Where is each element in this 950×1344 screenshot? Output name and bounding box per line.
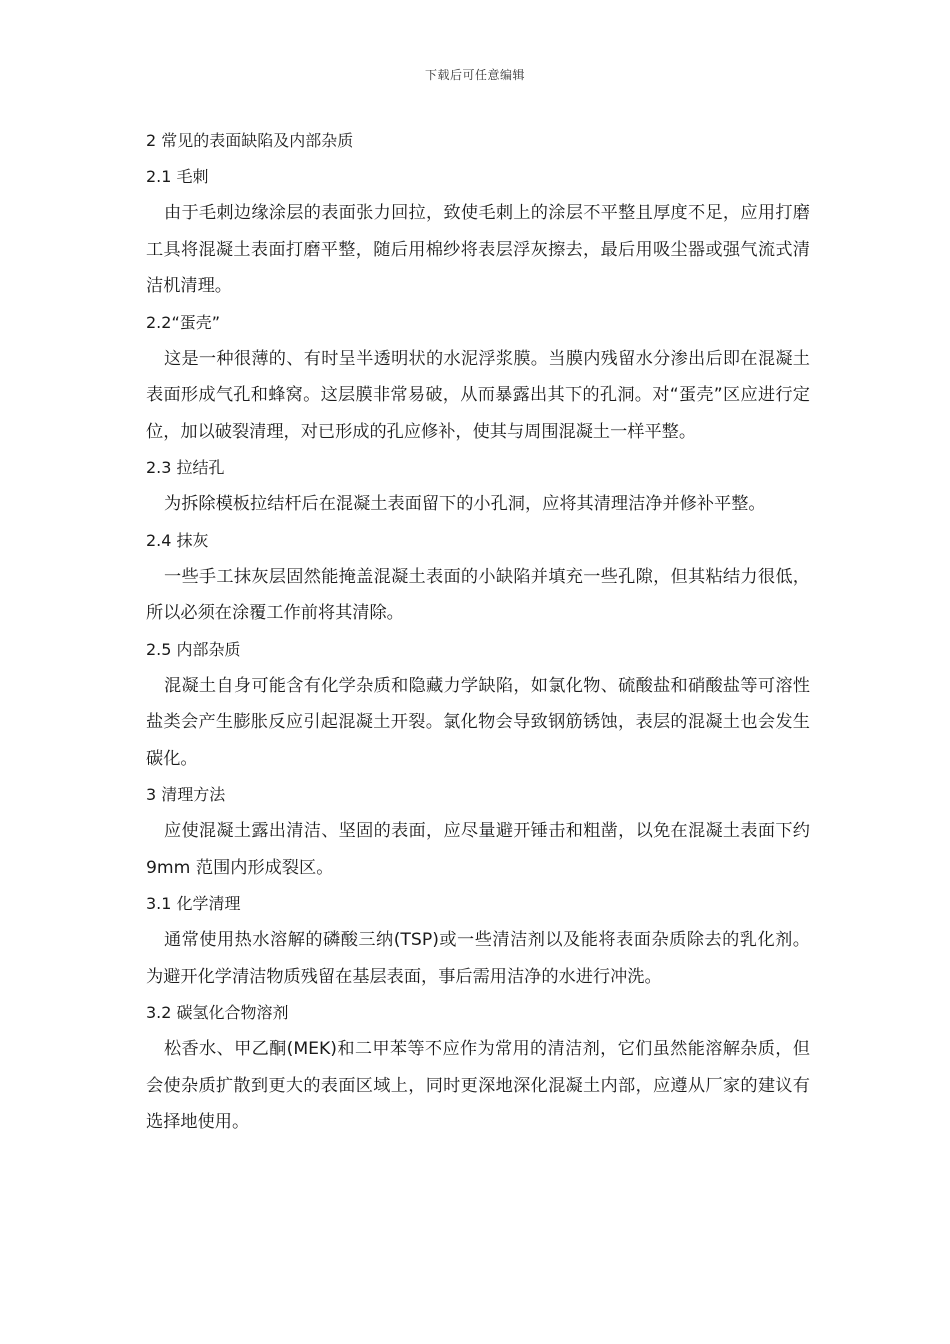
paragraph: 混凝土自身可能含有化学杂质和隐藏力学缺陷，如氯化物、硫酸盐和硝酸盐等可溶性盐类会产生膨胀反应引起混凝土开裂。氯化物会导致钢筋锈蚀，表层的混凝土也会发生碳化。 <box>146 675 810 769</box>
paragraph: 通常使用热水溶解的磷酸三纳(TSP)或一些清洁剂以及能将表面杂质除去的乳化剂。为避开化学清洁物质残留在基层表面，事后需用洁净的水进行冲洗。 <box>146 930 810 987</box>
section-heading: 3 清理方法 <box>146 785 226 804</box>
subsection-heading: 2.5 内部杂质 <box>146 639 241 659</box>
paragraph: 这是一种很薄的、有时呈半透明状的水泥浮浆膜。当膜内残留水分渗出后即在混凝土表面形成气孔和蜂窝。这层膜非常易破，从而暴露出其下的孔洞。对“蛋壳”区应进行定位，加以破裂清理，对已形成的孔应修补，使其与周围混凝土一样平整。 <box>146 348 810 442</box>
subsection-heading: 3.2 碳氢化合物溶剂 <box>146 1003 289 1022</box>
section-heading: 2 常见的表面缺陷及内部杂质 <box>146 131 354 150</box>
paragraph: 由于毛刺边缘涂层的表面张力回拉，致使毛刺上的涂层不平整且厚度不足，应用打磨工具将混凝土表面打磨平整，随后用棉纱将表层浮灰擦去，最后用吸尘器或强气流式清洁机清理。 <box>146 203 810 296</box>
paragraph: 一些手工抹灰层固然能掩盖混凝土表面的小缺陷并填充一些孔隙，但其粘结力很低，所以必须在涂覆工作前将其清除。 <box>146 566 810 623</box>
subsection-heading: 2.2“蛋壳” <box>146 312 221 332</box>
subsection-heading: 2.1 毛刺 <box>146 167 209 186</box>
paragraph: 松香水、甲乙酮(MEK)和二甲苯等不应作为常用的清洁剂，它们虽然能溶解杂质，但会使杂质扩散到更大的表面区域上，同时更深地深化混凝土内部，应遵从厂家的建议有选择地使用。 <box>146 1039 810 1132</box>
subsection-heading: 2.3 拉结孔 <box>146 458 225 477</box>
subsection-heading: 2.4 抹灰 <box>146 530 209 550</box>
paragraph: 应使混凝土露出清洁、坚固的表面，应尽量避开锤击和粗凿，以免在混凝土表面下约 9mm 范围内形成裂区。 <box>146 821 810 878</box>
page-header: 下载后可任意编辑 <box>424 68 525 82</box>
paragraph: 为拆除模板拉结杆后在混凝土表面留下的小孔洞，应将其清理洁净并修补平整。 <box>164 494 766 514</box>
subsection-heading: 3.1 化学清理 <box>146 894 241 913</box>
document-body <box>146 123 810 1141</box>
